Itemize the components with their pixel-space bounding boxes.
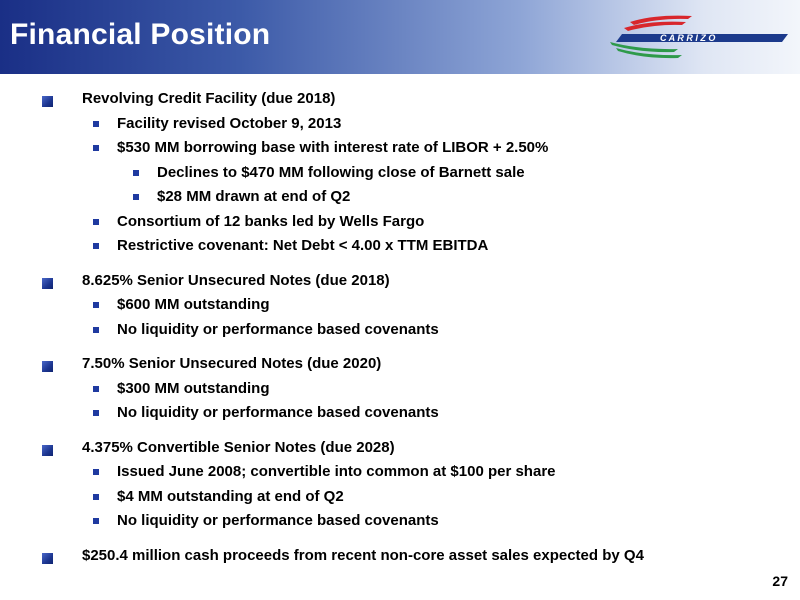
section-heading	[0, 272, 800, 297]
section-gap	[0, 262, 800, 272]
list-item	[0, 296, 800, 321]
header-bar	[0, 0, 800, 74]
bullet-icon	[93, 518, 99, 524]
section-heading-text: 8.625% Senior Unsecured Notes (due 2018)	[82, 271, 390, 289]
bullet-icon	[42, 361, 53, 372]
bullet-icon	[93, 121, 99, 127]
carrizo-logo	[600, 12, 790, 60]
section-gap	[0, 429, 800, 439]
bullet-icon	[42, 445, 53, 456]
page-number: 27	[772, 573, 788, 589]
page-title: Financial Position	[10, 18, 271, 51]
section-heading-text: 4.375% Convertible Senior Notes (due 2028)	[82, 438, 395, 456]
bullet-icon	[133, 194, 139, 200]
list-item	[0, 139, 800, 164]
list-item	[0, 237, 800, 262]
sub-list-item	[0, 164, 800, 189]
bullet-icon	[93, 243, 99, 249]
list-item	[0, 321, 800, 346]
bullet-icon	[93, 386, 99, 392]
list-item-text: $4 MM outstanding at end of Q2	[117, 487, 344, 505]
section-heading	[0, 90, 800, 115]
section-heading-text: $250.4 million cash proceeds from recent non-core asset sales expected by Q4	[82, 546, 644, 564]
logo-text: C A R R I Z O	[660, 33, 716, 43]
bullet-icon	[42, 278, 53, 289]
sub-list-item-text: Declines to $470 MM following close of Barnett sale	[157, 163, 525, 181]
bullet-icon	[42, 553, 53, 564]
list-item	[0, 380, 800, 405]
list-item-text: Consortium of 12 banks led by Wells Fargo	[117, 212, 425, 230]
bullet-icon	[93, 145, 99, 151]
list-item-text: No liquidity or performance based covenants	[117, 512, 439, 529]
list-item	[0, 213, 800, 238]
section-heading	[0, 439, 800, 464]
bullet-icon	[93, 327, 99, 333]
section-heading	[0, 355, 800, 380]
list-item	[0, 463, 800, 488]
bullet-icon	[93, 494, 99, 500]
bullet-icon	[93, 410, 99, 416]
bullet-list	[0, 90, 800, 571]
bullet-icon	[133, 170, 139, 176]
section-heading	[0, 547, 800, 572]
bullet-icon	[93, 219, 99, 225]
list-item	[0, 512, 800, 537]
list-item-text: Facility revised October 9, 2013	[117, 114, 342, 132]
list-item-text: No liquidity or performance based covenants	[117, 320, 439, 338]
bullet-icon	[93, 469, 99, 475]
section-gap	[0, 537, 800, 547]
sub-list-item	[0, 188, 800, 213]
list-item	[0, 115, 800, 140]
list-item-text: Restrictive covenant: Net Debt < 4.00 x TTM EBITDA	[117, 237, 489, 254]
sub-list-item-text: $28 MM drawn at end of Q2	[157, 188, 351, 205]
section-heading-text: Revolving Credit Facility (due 2018)	[82, 90, 336, 107]
list-item-text: $600 MM outstanding	[117, 296, 270, 313]
list-item	[0, 488, 800, 513]
list-item-text: $300 MM outstanding	[117, 379, 270, 397]
list-item-text: Issued June 2008; convertible into common at $100 per share	[117, 463, 556, 480]
list-item	[0, 404, 800, 429]
bullet-icon	[93, 302, 99, 308]
section-gap	[0, 345, 800, 355]
section-heading-text: 7.50% Senior Unsecured Notes (due 2020)	[82, 355, 382, 372]
list-item-text: No liquidity or performance based covenants	[117, 404, 439, 421]
bullet-icon	[42, 96, 53, 107]
list-item-text: $530 MM borrowing base with interest rate of LIBOR + 2.50%	[117, 139, 549, 156]
